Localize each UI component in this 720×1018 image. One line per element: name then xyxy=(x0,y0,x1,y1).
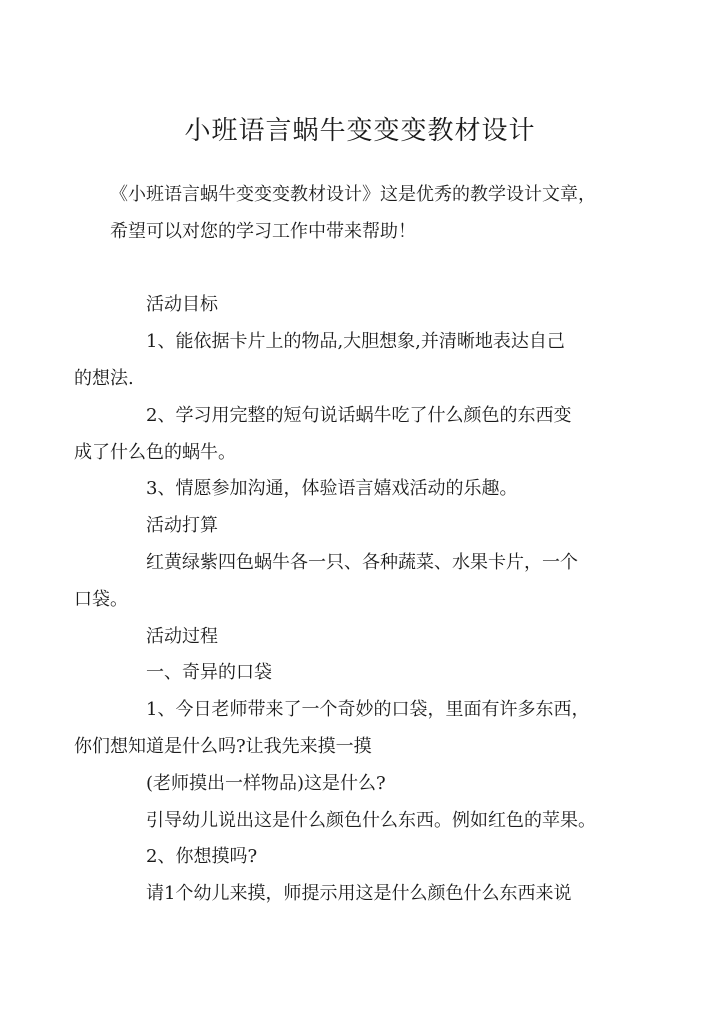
process-step-1-paragraph xyxy=(74,692,615,766)
paragraph-gap xyxy=(110,251,615,288)
paragraph-line: 引导幼儿说出这是什么颜色什么东西。例如红色的苹果。 xyxy=(146,809,596,831)
document-title: 小班语言蜗牛变变变教材设计 xyxy=(184,116,536,146)
goal-3-paragraph xyxy=(110,471,615,508)
paragraph-line: 1、能依据卡片上的物品,大胆想象,并清晰地表达自己 xyxy=(146,331,565,353)
heading-activity-preparation xyxy=(110,508,615,545)
paragraph-line: 2、学习用完整的短句说话蜗牛吃了什么颜色的东西变 xyxy=(146,404,572,426)
paragraph-line: 成了什么色的蜗牛。 xyxy=(74,441,236,463)
paragraph-line: 红黄绿紫四色蜗牛各一只、各种蔬菜、水果卡片，一个 xyxy=(146,551,578,573)
paragraph-line: 的想法. xyxy=(74,367,134,389)
paragraph-line: 1、今日老师带来了一个奇妙的口袋，里面有许多东西， xyxy=(146,699,590,721)
intro-paragraph xyxy=(110,177,615,251)
paragraph-line: 活动过程 xyxy=(146,625,218,647)
paragraph-line: 口袋。 xyxy=(74,588,128,610)
paragraph-line: 你们想知道是什么吗?让我先来摸一摸 xyxy=(74,735,372,757)
intro-line-1: 《小班语言蜗牛变变变教材设计》这是优秀的教学设计文章， xyxy=(110,184,596,205)
process-step-2-paragraph xyxy=(110,839,615,876)
paragraph-line: 活动目标 xyxy=(146,294,218,316)
paragraph-line: 请1个幼儿来摸，师提示用这是什么颜色什么东西来说 xyxy=(146,883,572,905)
paragraph-line: 活动打算 xyxy=(146,515,218,537)
heading-activity-process xyxy=(110,619,615,656)
materials-paragraph xyxy=(74,545,615,619)
paragraph-line: 2、你想摸吗? xyxy=(146,846,258,868)
heading-activity-goals xyxy=(110,287,615,324)
goal-2-paragraph xyxy=(74,398,615,472)
teacher-action-paragraph xyxy=(110,766,615,803)
paragraph-line: 3、情愿参加沟通，体验语言嬉戏活动的乐趣。 xyxy=(146,478,518,500)
child-touch-paragraph xyxy=(110,876,615,913)
guidance-paragraph xyxy=(110,803,615,840)
intro-line-2: 希望可以对您的学习工作中带来帮助！ xyxy=(110,220,416,242)
document-body xyxy=(74,177,615,913)
subheading-magic-bag xyxy=(110,655,615,692)
paragraph-line: (老师摸出一样物品)这是什么? xyxy=(146,772,386,794)
paragraph-line: 一、奇异的口袋 xyxy=(146,662,272,684)
goal-1-paragraph xyxy=(74,324,615,398)
